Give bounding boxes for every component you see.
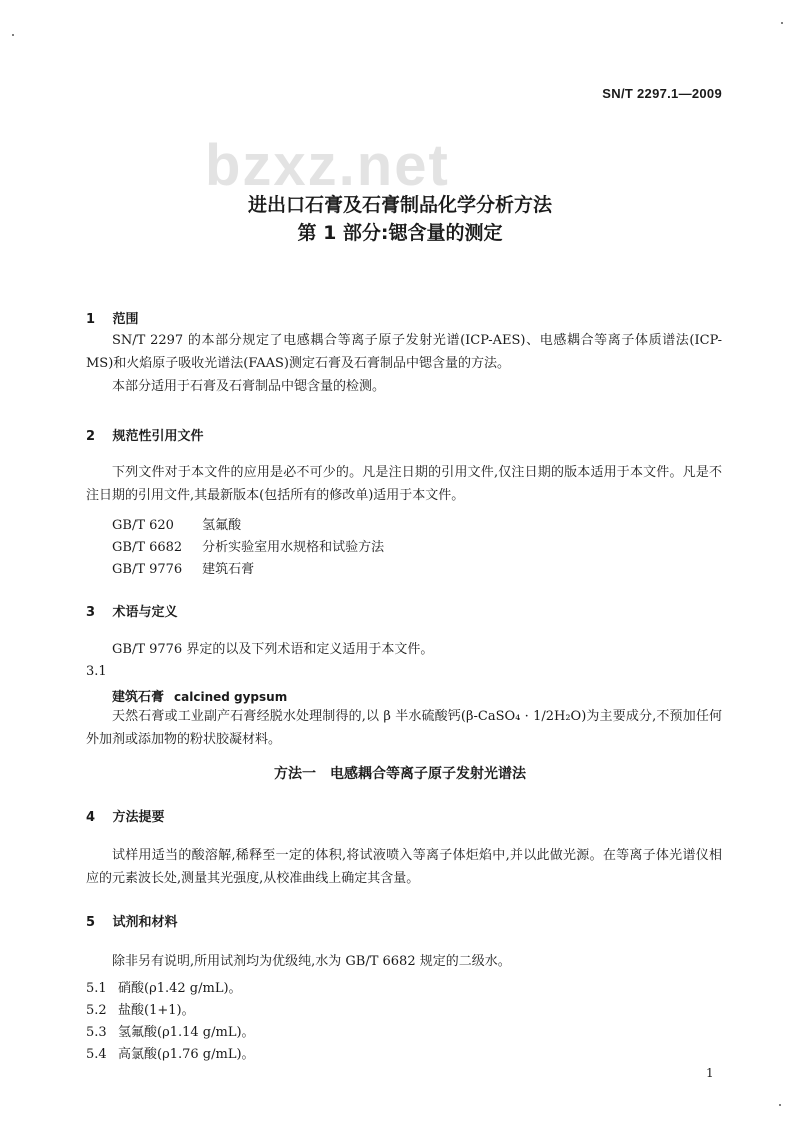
section-2-paragraph: 下列文件对于本文件的应用是必不可少的。凡是注日期的引用文件,仅注日期的版本适用于本文件。凡是不注日期的引用文件,其最新版本(包括所有的修改单)适用于本文件。: [86, 465, 722, 503]
scan-speck: [779, 1104, 781, 1106]
section-number: 2: [86, 429, 96, 444]
document-title: 进出口石膏及石膏制品化学分析方法: [247, 194, 552, 216]
reference-code: GB/T 6682: [112, 540, 183, 555]
section-title: 术语与定义: [112, 605, 178, 620]
scan-speck: [12, 34, 14, 36]
section-2-heading: [86, 425, 204, 444]
reagent-item: [86, 1021, 255, 1040]
section-title: 方法提要: [112, 810, 165, 825]
section-title: 试剂和材料: [112, 915, 178, 930]
reference-item: [86, 558, 726, 577]
term-definition: 天然石膏或工业副产石膏经脱水处理制得的,以 β 半水硫酸钙(β-CaSO₄ · 1/2H₂O)为主要成分,不预加任何外加剂或添加物的粉状胶凝材料。: [86, 709, 722, 747]
reference-name: 分析实验室用水规格和试验方法: [202, 540, 385, 555]
clause-number: 3.1: [86, 664, 107, 679]
section-1-heading: [86, 308, 139, 327]
section-title: 范围: [112, 312, 139, 327]
reagent-number: 5.2: [86, 1003, 107, 1018]
term-entry: [112, 686, 287, 705]
reagent-text: 氢氟酸(ρ1.14 g/mL)。: [118, 1025, 255, 1040]
section-5-heading: [86, 911, 178, 930]
reagent-number: 5.4: [86, 1047, 107, 1062]
section-1-scope-paragraph: 本部分适用于石膏及石膏制品中锶含量的检测。: [112, 379, 386, 394]
term-chinese: 建筑石膏: [112, 690, 165, 705]
reference-code: GB/T 620: [112, 518, 174, 533]
term-english: calcined gypsum: [174, 690, 288, 704]
standard-code: SN/T 2297.1—2009: [602, 86, 722, 101]
reference-item: [86, 536, 726, 555]
reagent-number: 5.3: [86, 1025, 107, 1040]
watermark: bzxz.net: [205, 133, 450, 198]
page-number: 1: [706, 1066, 714, 1080]
reference-name: 建筑石膏: [202, 562, 255, 577]
section-3-paragraph: GB/T 9776 界定的以及下列术语和定义适用于本文件。: [112, 642, 434, 657]
section-number: 1: [86, 312, 96, 327]
reagent-number: 5.1: [86, 981, 107, 996]
section-number: 3: [86, 605, 96, 620]
section-number: 5: [86, 915, 96, 930]
section-number: 4: [86, 810, 96, 825]
reagent-item: [86, 999, 195, 1018]
reference-item: [86, 514, 726, 533]
reagent-text: 硝酸(ρ1.42 g/mL)。: [118, 981, 242, 996]
section-3-heading: [86, 601, 178, 620]
reference-name: 氢氟酸: [202, 518, 242, 533]
section-4-heading: [86, 806, 165, 825]
section-title: 规范性引用文件: [112, 429, 204, 444]
method-heading: 方法一 电感耦合等离子原子发射光谱法: [274, 766, 526, 782]
reagent-text: 盐酸(1+1)。: [118, 1003, 195, 1018]
section-5-paragraph: 除非另有说明,所用试剂均为优级纯,水为 GB/T 6682 规定的二级水。: [112, 954, 511, 969]
document-subtitle: 第 1 部分:锶含量的测定: [297, 222, 503, 244]
reference-code: GB/T 9776: [112, 562, 183, 577]
scan-speck: [781, 22, 783, 24]
reagent-item: [86, 1043, 255, 1062]
reagent-item: [86, 977, 242, 996]
reagent-text: 高氯酸(ρ1.76 g/mL)。: [118, 1047, 255, 1062]
section-1-paragraph: SN/T 2297 的本部分规定了电感耦合等离子原子发射光谱(ICP-AES)、电感耦合等离子体质谱法(ICP-MS)和火焰原子吸收光谱法(FAAS)测定石膏及石膏制品中锶含量的方法。: [86, 333, 722, 371]
section-4-paragraph: 试样用适当的酸溶解,稀释至一定的体积,将试液喷入等离子体炬焰中,并以此做光源。在等离子体光谱仪相应的元素波长处,测量其光强度,从校准曲线上确定其含量。: [86, 848, 722, 886]
